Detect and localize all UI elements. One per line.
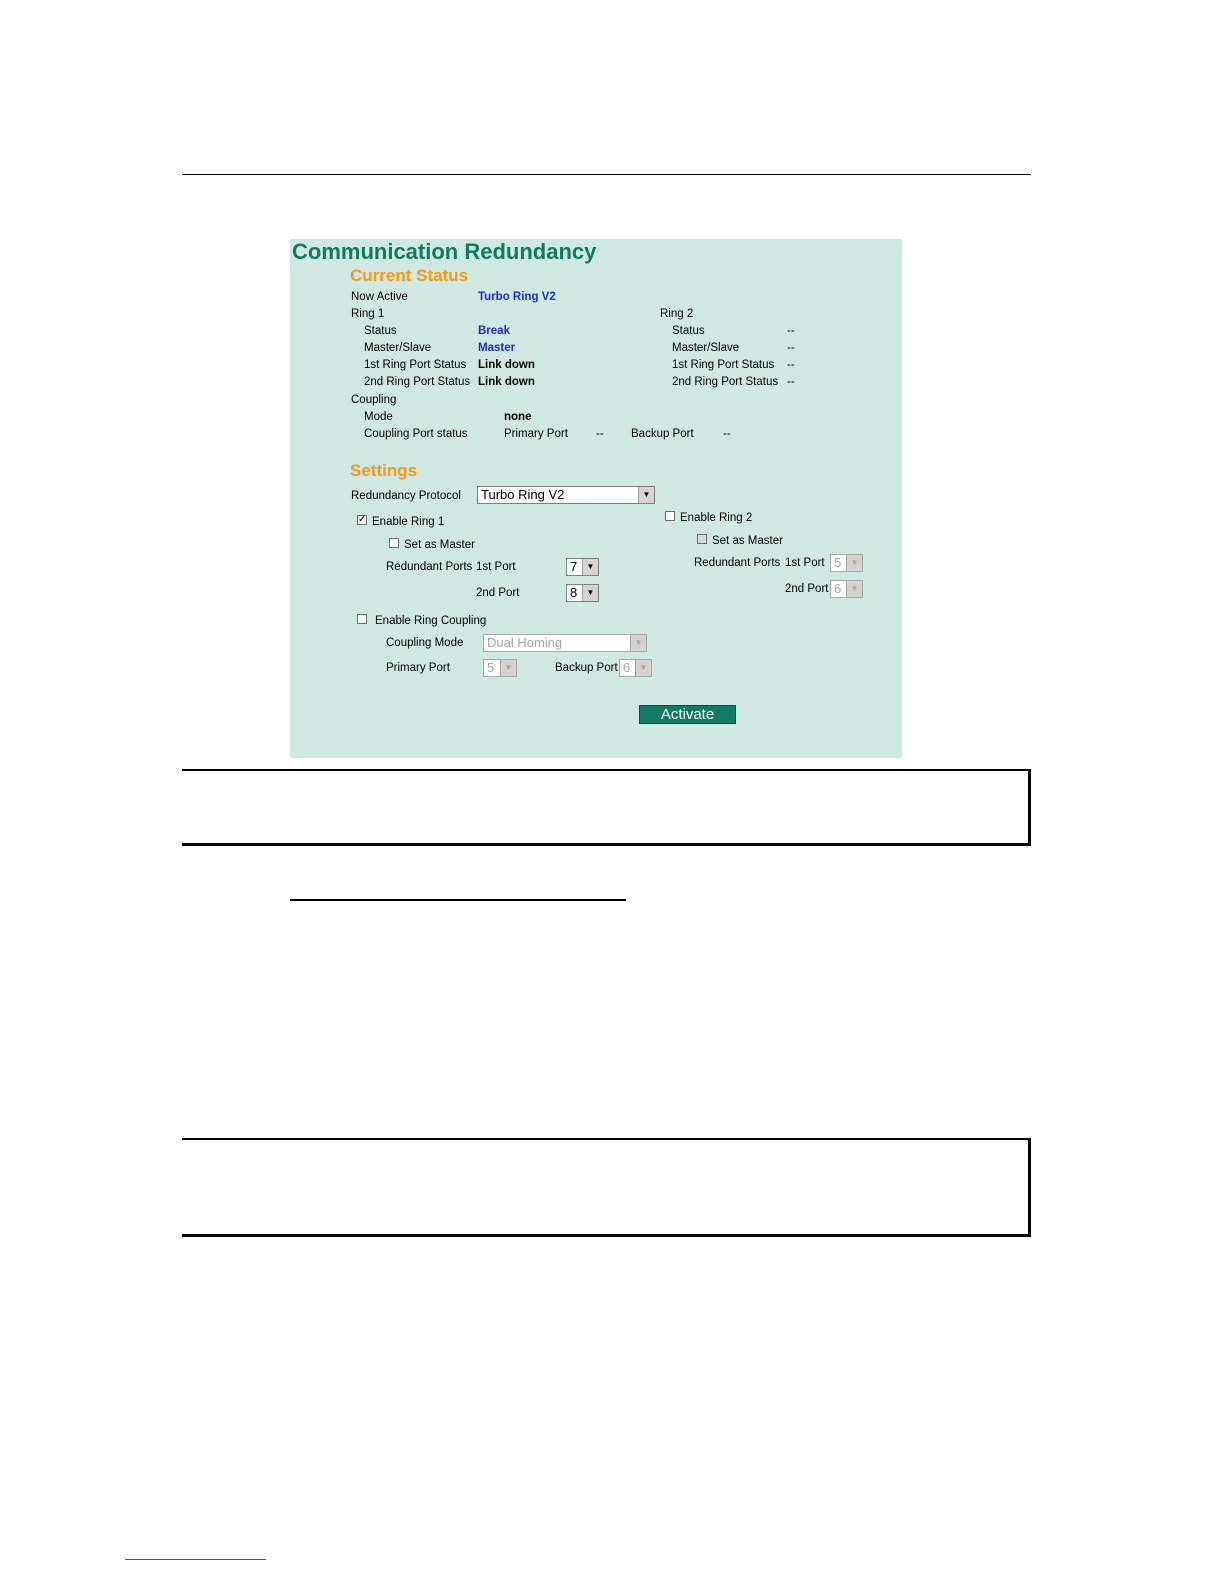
ring2-port2-value: 6 [834, 581, 842, 596]
ring1-port2-status-label: 2nd Ring Port Status [364, 376, 471, 388]
current-status-heading: Current Status [350, 266, 469, 285]
note-box [182, 769, 1031, 846]
now-active-label: Now Active [351, 291, 408, 303]
ring1-port2-select[interactable] [566, 584, 599, 602]
ring2-port1-status-label: 1st Ring Port Status [672, 359, 775, 371]
ring1-set-master-label: Set as Master [404, 539, 475, 551]
ring2-port1-label: 1st Port [785, 557, 825, 569]
ring2-master-slave-value: -- [787, 342, 795, 354]
ring1-master-slave-value: Master [478, 342, 516, 354]
ring1-status-heading: Ring 1 [351, 308, 385, 320]
coupling-status-heading: Coupling [351, 394, 397, 406]
ring2-port1-status-value: -- [787, 359, 795, 371]
ring2-port1-select[interactable] [830, 554, 863, 572]
ring2-status-value: -- [787, 325, 795, 337]
chevron-down-icon: ▼ [846, 581, 862, 597]
coupling-primary-port-select-value: 5 [487, 660, 495, 675]
chevron-down-icon: ▼ [500, 660, 516, 676]
chevron-down-icon: ▼ [846, 555, 862, 571]
coupling-mode-select-value: Dual Homing [487, 635, 563, 650]
coupling-port-status-label: Coupling Port status [364, 428, 468, 440]
chevron-down-icon: ▼ [582, 585, 598, 601]
ring1-port1-status-label: 1st Ring Port Status [364, 359, 467, 371]
redundancy-protocol-select[interactable] [477, 486, 655, 504]
ring1-redundant-ports-label: Redundant Ports [386, 561, 473, 573]
ring2-set-master-label: Set as Master [712, 535, 783, 547]
ring1-port2-status-value: Link down [478, 376, 535, 388]
footer-link-underline [125, 1559, 266, 1560]
coupling-backup-port-value: -- [723, 428, 731, 440]
coupling-backup-port-select-value: 6 [623, 660, 631, 675]
ring2-status-label: Status [672, 325, 705, 337]
ring1-port1-status-value: Link down [478, 359, 535, 371]
page-title: Communication Redundancy [292, 239, 597, 264]
coupling-mode-value: none [504, 411, 532, 423]
section-underline [290, 899, 626, 901]
ring1-status-label: Status [364, 325, 397, 337]
coupling-backup-port-setting-label: Backup Port [555, 662, 618, 674]
ring1-port2-value: 8 [570, 585, 578, 600]
chevron-down-icon: ▼ [638, 487, 654, 503]
ring2-port1-value: 5 [834, 555, 842, 570]
ring2-set-master-checkbox[interactable] [697, 534, 707, 544]
ring1-status-value: Break [478, 325, 510, 337]
ring2-status-heading: Ring 2 [660, 308, 694, 320]
ring2-port2-label: 2nd Port [785, 583, 829, 595]
note-box-2 [182, 1138, 1031, 1237]
ring1-port1-select[interactable] [566, 558, 599, 576]
coupling-backup-port-label: Backup Port [631, 428, 694, 440]
coupling-backup-port-select[interactable] [619, 659, 652, 677]
ring1-port1-label: 1st Port [476, 561, 516, 573]
header-rule [182, 174, 1031, 175]
ring2-port2-status-label: 2nd Ring Port Status [672, 376, 779, 388]
enable-ring2-checkbox[interactable] [665, 511, 675, 521]
coupling-primary-port-label: Primary Port [504, 428, 568, 440]
settings-heading: Settings [350, 461, 418, 480]
enable-ring2-label: Enable Ring 2 [680, 512, 753, 524]
coupling-primary-port-value: -- [596, 428, 604, 440]
redundancy-protocol-value: Turbo Ring V2 [481, 487, 565, 502]
ring1-set-master-checkbox[interactable] [389, 538, 399, 548]
enable-ring-coupling-label: Enable Ring Coupling [375, 615, 487, 627]
ring2-redundant-ports-label: Redundant Ports [694, 557, 781, 569]
redundancy-protocol-label: Redundancy Protocol [351, 490, 461, 502]
coupling-mode-label: Mode [364, 411, 393, 423]
enable-ring-coupling-checkbox[interactable] [357, 614, 367, 624]
ring2-master-slave-label: Master/Slave [672, 342, 740, 354]
chevron-down-icon: ▼ [635, 660, 651, 676]
coupling-mode-setting-label: Coupling Mode [386, 637, 464, 649]
ring1-port1-value: 7 [570, 559, 578, 574]
ring2-port2-select[interactable] [830, 580, 863, 598]
coupling-mode-select[interactable] [483, 634, 647, 652]
chevron-down-icon: ▼ [630, 635, 646, 651]
enable-ring1-checkbox[interactable]: ✓ [358, 514, 367, 525]
communication-redundancy-panel [290, 239, 902, 758]
activate-button[interactable]: Activate [639, 705, 736, 724]
enable-ring1-label: Enable Ring 1 [372, 516, 445, 528]
ring2-port2-status-value: -- [787, 376, 795, 388]
ring1-master-slave-label: Master/Slave [364, 342, 432, 354]
coupling-primary-port-setting-label: Primary Port [386, 662, 450, 674]
coupling-primary-port-select[interactable] [483, 659, 517, 677]
ring1-port2-label: 2nd Port [476, 587, 520, 599]
now-active-value: Turbo Ring V2 [478, 291, 556, 303]
chevron-down-icon: ▼ [582, 559, 598, 575]
